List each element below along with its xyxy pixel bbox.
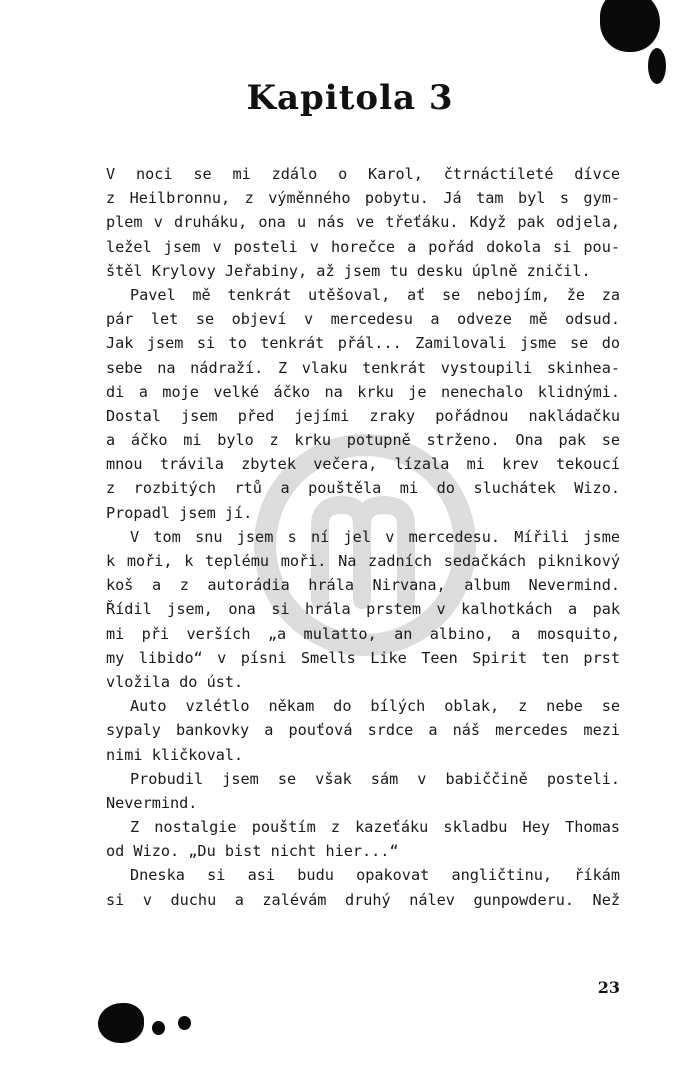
text-line: Řídil jsem, ona si hrála prstem v kalhotkách a pak	[106, 600, 620, 619]
text-line: z Heilbronnu, z výměnného pobytu. Já tam byl s gym-	[106, 189, 620, 208]
text-line: sebe na nádraží. Z vlaku tenkrát vystoupili skinhea-	[106, 358, 620, 377]
text-line: plem v druháku, ona u nás ve třeťáku. Když pak odjela,	[106, 213, 620, 232]
ink-drop-bottom-left-1	[152, 1021, 165, 1035]
ink-drop-bottom-left-2	[178, 1016, 191, 1030]
text-line: Dostal jsem před jejími zraky pořádnou nakládačku	[106, 406, 620, 425]
text-line: nimi kličkoval.	[106, 745, 244, 764]
text-line: mi při verších „a mulatto, an albino, a mosquito,	[106, 624, 620, 643]
text-line: si v duchu a zalévám druhý nálev gunpowderu. Než	[106, 890, 620, 909]
chapter-title: Kapitola 3	[246, 78, 454, 118]
text-line: mnou trávila zbytek večera, lízala mi krev tekoucí	[106, 455, 620, 474]
ink-blob-bottom-left	[98, 1003, 144, 1043]
text-line: k moři, k teplému moři. Na zadních sedačkách piknikový	[106, 552, 620, 570]
text-line: od Wizo. „Du bist nicht hier...“	[106, 842, 399, 861]
text-line: vložila do úst.	[106, 672, 244, 691]
text-line: my libido“ v písni Smells Like Teen Spirit ten prst	[106, 648, 620, 667]
text-line: koš a z autorádia hrála Nirvana, album Nevermind.	[106, 576, 620, 595]
text-line: Auto vzlétlo někam do bílých oblak, z nebe se	[130, 697, 620, 716]
text-line: Probudil jsem se však sám v babiččině posteli.	[130, 769, 620, 788]
text-line: V tom snu jsem s ní jel v mercedesu. Mířili jsme	[130, 527, 620, 546]
text-line: z rozbitých rtů a pouštěla mi do sluchátek Wizo.	[106, 479, 620, 498]
chapter-body-text	[106, 162, 620, 912]
text-line: a áčko mi bylo z krku potupně strženo. Ona pak se	[106, 431, 620, 450]
text-line: Nevermind.	[106, 793, 198, 812]
text-line: V noci se mi zdálo o Karol, čtrnáctileté dívce	[106, 165, 620, 183]
text-line: sypaly bankovky a pouťová srdce a náš mercedes mezi	[106, 721, 620, 740]
text-line: di a moje velké áčko na krku je nenechalo klidnými.	[106, 382, 620, 401]
text-line: Jak jsem si to tenkrát přál... Zamilovali jsme se do	[106, 334, 620, 353]
text-line: pár let se objeví v mercedesu a odveze mě odsud.	[106, 310, 620, 329]
text-line: Dneska si asi budu opakovat angličtinu, říkám	[130, 866, 620, 885]
text-line: Z nostalgie pouštím z kazeťáku skladbu Hey Thomas	[130, 818, 620, 837]
text-line: ležel jsem v posteli v horečce a pořád dokola si pou-	[106, 237, 620, 256]
text-line: štěl Krylovy Jeřabiny, až jsem tu desku úplně zničil.	[106, 261, 591, 280]
page-number: 23	[597, 978, 620, 997]
text-line: Propadl jsem jí.	[106, 503, 253, 522]
text-line: Pavel mě tenkrát utěšoval, ať se nebojím, že za	[130, 285, 620, 304]
ink-blob-top-right	[600, 0, 660, 52]
